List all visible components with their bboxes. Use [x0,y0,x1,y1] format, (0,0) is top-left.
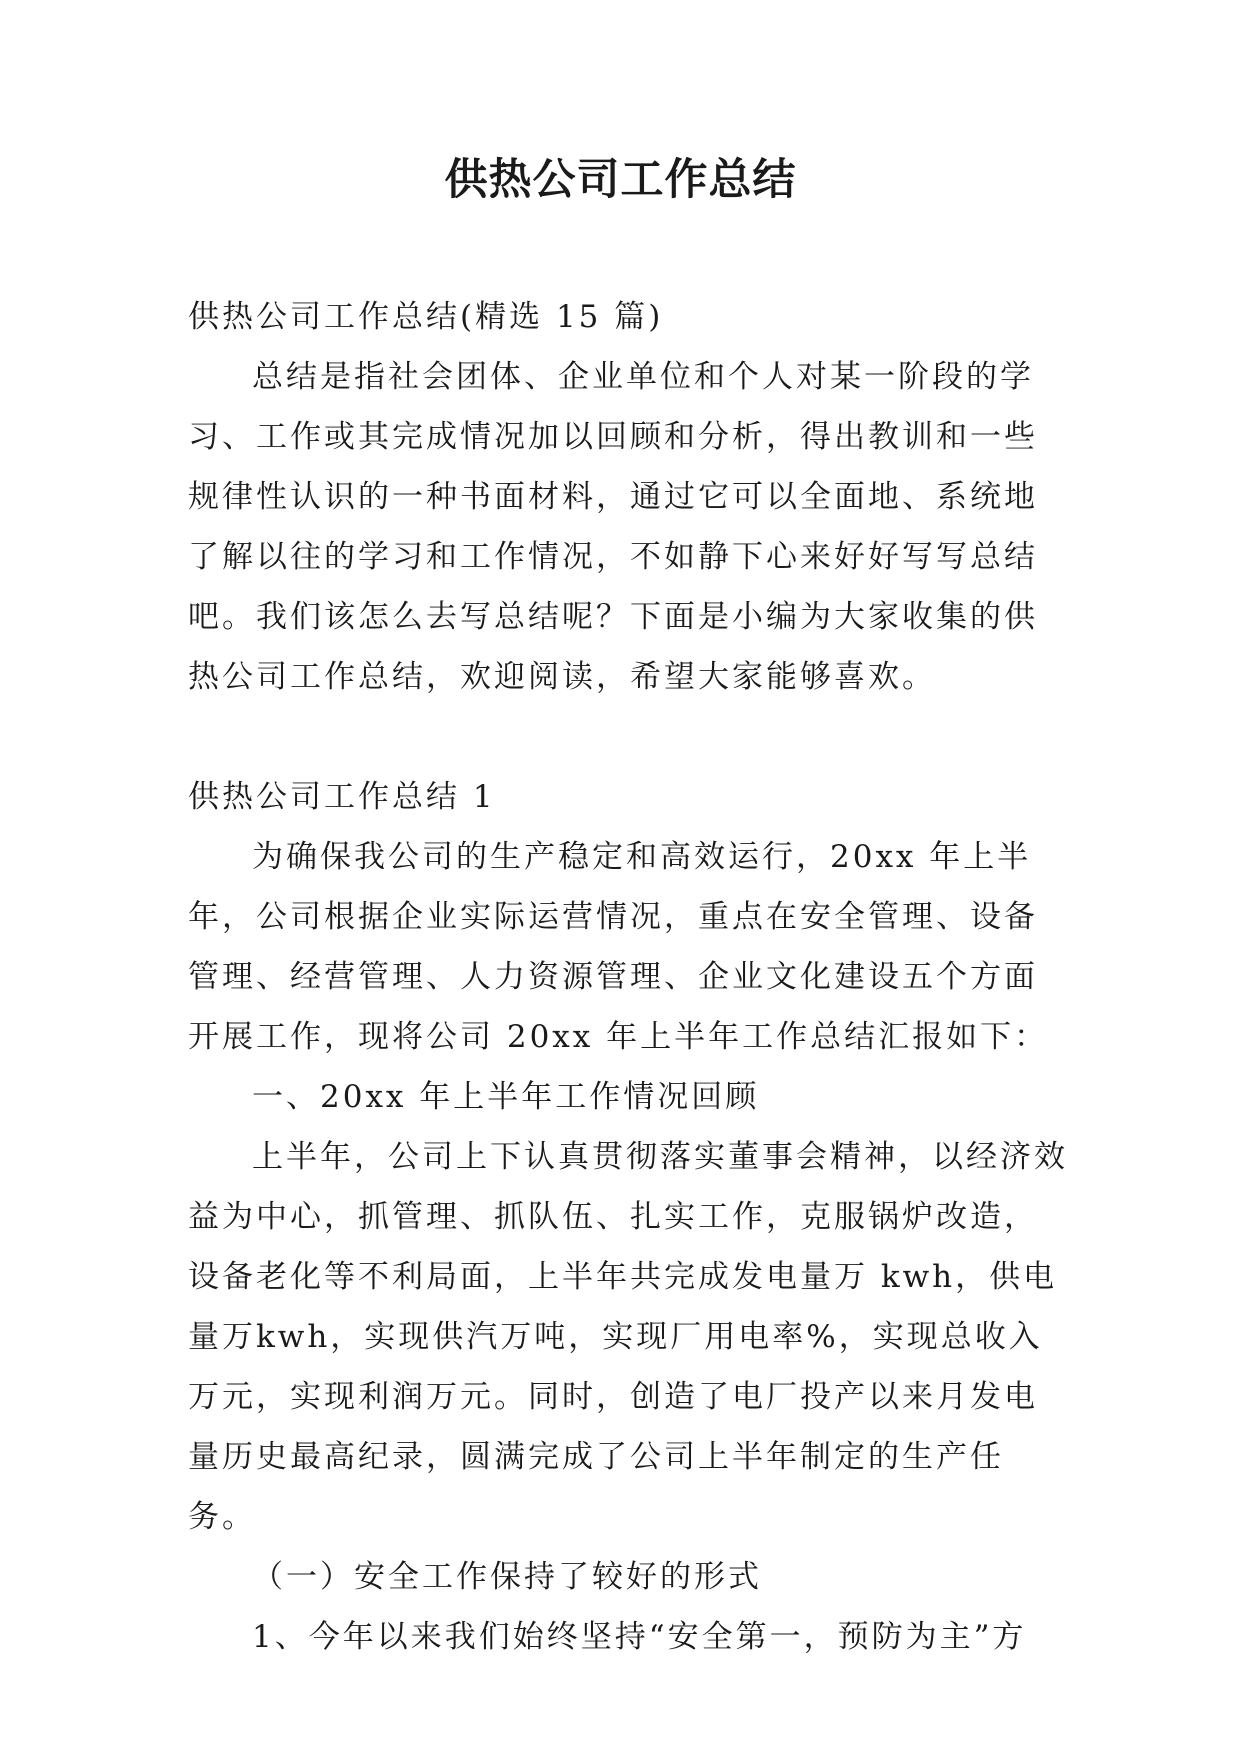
body-paragraph-3: 1、今年以来我们始终坚持“安全第一，预防为主”方 [252,1619,1027,1655]
section-heading-1: 一、20xx 年上半年工作情况回顾 [252,1079,760,1115]
document-title: 供热公司工作总结 [444,155,797,205]
paragraph-spacer [188,707,1068,767]
document-subtitle: 供热公司工作总结(精选 15 篇) [188,299,664,335]
section-title: 供热公司工作总结 1 [188,779,496,815]
document-body [188,287,1068,1667]
body-paragraph-2: 上半年，公司上下认真贯彻落实董事会精神，以经济效益为中心，抓管理、抓队伍、扎实工作，克服锅炉改造，设备老化等不利局面，上半年共完成发电量万 kwh，供电量万kwh，实现供汽万吨，实现厂用电率%，实现总收入万元，实现利润万元。同时，创造了电厂投产以来月发电量历史最高纪录，圆满完成了公司上半年制定的生产任务。 [188,1139,1068,1535]
intro-paragraph: 总结是指社会团体、企业单位和个人对某一阶段的学习、工作或其完成情况加以回顾和分析，得出教训和一些规律性认识的一种书面材料，通过它可以全面地、系统地了解以往的学习和工作情况，不如静下心来好好写写总结吧。我们该怎么去写总结呢？下面是小编为大家收集的供热公司工作总结，欢迎阅读，希望大家能够喜欢。 [188,359,1038,695]
body-paragraph-1: 为确保我公司的生产稳定和高效运行，20xx 年上半年，公司根据企业实际运营情况，重点在安全管理、设备管理、经营管理、人力资源管理、企业文化建设五个方面开展工作，现将公司 20xx 年上半年工作总结汇报如下： [188,839,1049,1055]
section-heading-2: （一）安全工作保持了较好的形式 [252,1559,762,1595]
